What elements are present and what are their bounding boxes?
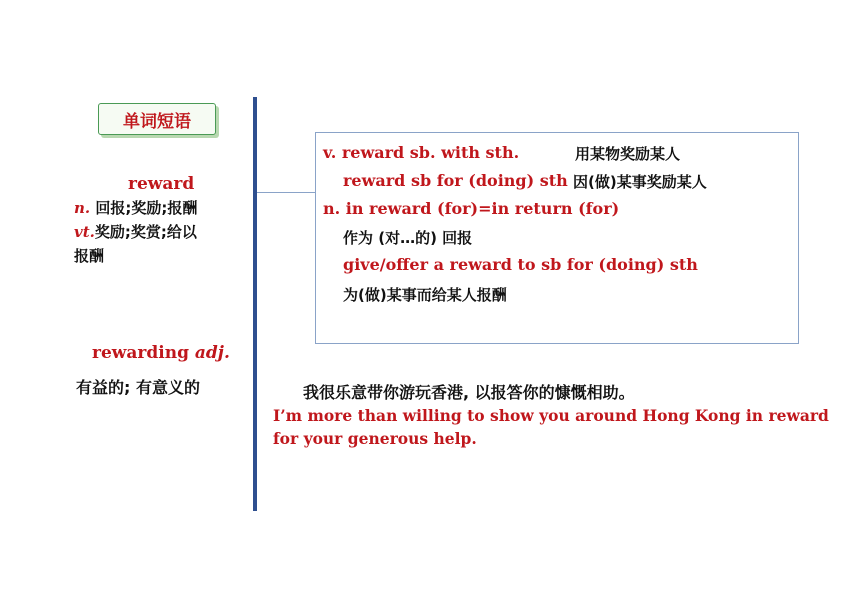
pos-adjective: adj.: [194, 343, 230, 363]
definition-verb-continued: 报酬: [74, 247, 105, 265]
phrase-line-2-zh: 因(做)某事奖励某人: [573, 173, 707, 191]
definition-verb-text: 奖励;奖赏;给以: [94, 223, 197, 241]
phrase-line-4-zh: 作为 (对…的) 回报: [343, 229, 473, 247]
example-sentence-en-line-1: I’m more than willing to show you around Hong Kong in reward: [273, 406, 829, 425]
section-badge: [98, 103, 216, 135]
vocab-word-reward: reward: [128, 174, 195, 194]
definition-noun: [74, 196, 197, 220]
pos-verb: vt.: [74, 223, 95, 241]
vertical-divider: [253, 97, 257, 511]
vocab-word-rewarding-base: rewarding: [92, 343, 195, 363]
badge-label: 单词短语: [123, 111, 191, 132]
pos-noun: n.: [74, 199, 91, 217]
example-sentence-en-line-2: for your generous help.: [273, 429, 477, 448]
phrase-line-6-zh: 为(做)某事而给某人报酬: [343, 286, 507, 304]
definition-noun-text: 回报;奖励;报酬: [95, 199, 198, 217]
definition-adjective: 有益的; 有意义的: [76, 378, 200, 397]
connector-line: [257, 192, 315, 193]
phrase-line-1-en: v. reward sb. with sth.: [323, 143, 520, 162]
example-sentence-zh: 我很乐意带你游玩香港, 以报答你的慷慨相助。: [303, 383, 635, 402]
phrase-line-5-en: give/offer a reward to sb for (doing) sth: [343, 255, 698, 274]
phrase-line-3-en: n. in reward (for)=in return (for): [323, 199, 620, 218]
phrase-line-1-zh: 用某物奖励某人: [575, 145, 681, 163]
definition-verb: [74, 220, 197, 244]
vocab-word-rewarding: [92, 343, 230, 363]
phrase-line-2-en: reward sb for (doing) sth: [343, 171, 568, 190]
